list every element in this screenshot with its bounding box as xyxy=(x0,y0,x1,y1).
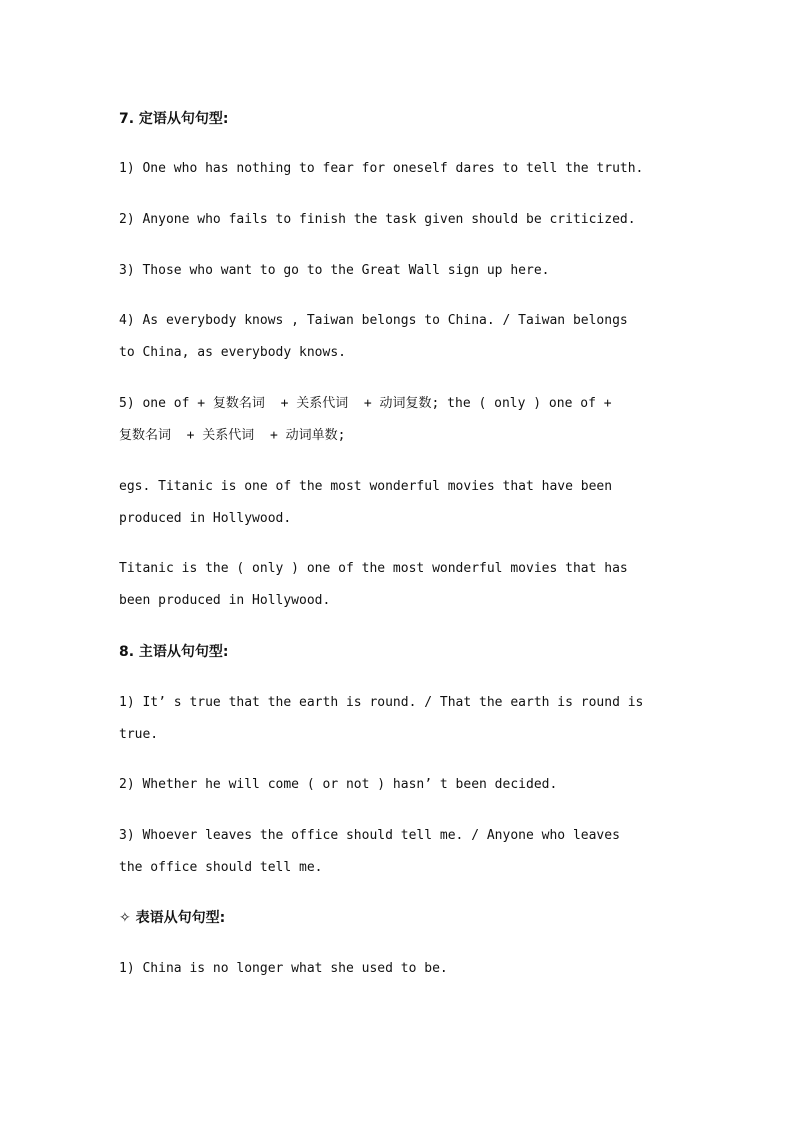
text-line: egs. Titanic is one of the most wonderful movies that have been xyxy=(119,479,613,494)
text-line: 1) One who has nothing to fear for oneself dares to tell the truth. xyxy=(119,161,644,176)
text-line: been produced in Hollywood. xyxy=(119,593,331,608)
text-line: 1) China is no longer what she used to be. xyxy=(119,961,448,976)
text-line: 3) Whoever leaves the office should tell me. / Anyone who leaves xyxy=(119,828,620,843)
section-heading-subject-clause: 8. 主语从句句型: xyxy=(119,644,229,660)
text-line: Titanic is the ( only ) one of the most wonderful movies that has xyxy=(119,561,628,576)
text-line: to China, as everybody knows. xyxy=(119,345,346,360)
text-line: true. xyxy=(119,727,159,742)
paragraph-item xyxy=(119,305,679,369)
text-line: 复数名词 + 关系代词 + 动词单数; xyxy=(119,428,346,443)
paragraph-item xyxy=(119,769,679,801)
paragraph-item xyxy=(119,820,679,884)
section-heading-attributive-clause: 7. 定语从句句型: xyxy=(119,111,229,127)
text-line: 3) Those who want to go to the Great Wall sign up here. xyxy=(119,263,550,278)
paragraph-item xyxy=(119,204,679,236)
paragraph-item xyxy=(119,553,679,617)
paragraph-item xyxy=(119,153,679,185)
text-line: the office should tell me. xyxy=(119,860,323,875)
text-line: produced in Hollywood. xyxy=(119,511,292,526)
text-line: 2) Anyone who fails to finish the task given should be criticized. xyxy=(119,212,636,227)
text-line: 5) one of + 复数名词 + 关系代词 + 动词复数; the ( only ) one of + xyxy=(119,396,612,411)
paragraph-item xyxy=(119,255,679,287)
section-heading-predicative-clause: ✧ 表语从句句型: xyxy=(119,910,226,926)
text-line: 1) It’ s true that the earth is round. / That the earth is round is xyxy=(119,695,644,710)
text-line: 2) Whether he will come ( or not ) hasn’ t been decided. xyxy=(119,777,558,792)
paragraph-item xyxy=(119,388,679,452)
text-line: 4) As everybody knows , Taiwan belongs to China. / Taiwan belongs xyxy=(119,313,628,328)
paragraph-item xyxy=(119,687,679,751)
paragraph-item xyxy=(119,471,679,535)
paragraph-item xyxy=(119,953,679,985)
